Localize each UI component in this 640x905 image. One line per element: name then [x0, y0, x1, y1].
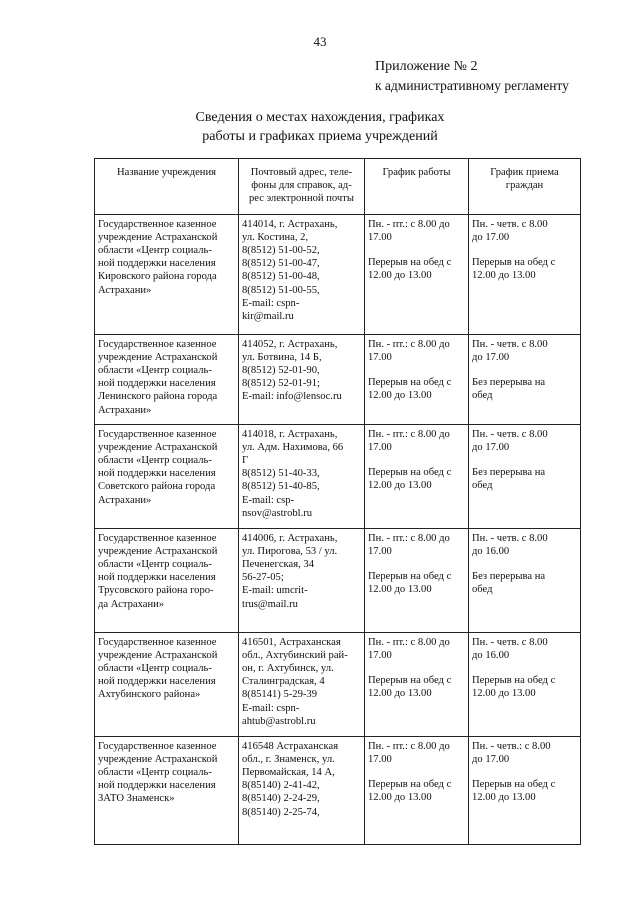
work-schedule-cell	[365, 214, 469, 334]
cell-line: Пн. - четв. с 8.00	[472, 428, 548, 440]
cell-line: обед	[472, 390, 493, 402]
header-line: рес электронной почты	[248, 193, 355, 205]
cell-line: 414018, г. Астрахань,	[242, 428, 338, 440]
cell-line: Астрахани»	[98, 494, 152, 506]
header-line: Почтовый адрес, теле-	[250, 167, 353, 178]
cell-line: 12.00 до 13.00	[472, 688, 536, 700]
cell-line: 8(8512) 52-01-91;	[242, 378, 320, 390]
cell-line: ной поддержки населения	[98, 676, 216, 688]
cell-line: Кировского района города	[98, 271, 217, 283]
header-line: График приема	[490, 167, 559, 178]
cell-line: учреждение Астраханской	[98, 441, 218, 453]
cell-line: учреждение Астраханской	[98, 231, 218, 243]
cell-line: ул. Костина, 2,	[242, 231, 309, 243]
cell-line: E-mail: csp-	[242, 494, 295, 506]
cell-line: ной поддержки населения	[98, 572, 216, 584]
cell-line: Ленинского района города	[98, 391, 218, 403]
appendix-header	[375, 57, 569, 95]
cell-line: 12.00 до 13.00	[472, 270, 536, 282]
header-line: График работы	[382, 167, 451, 178]
reception-schedule-cell	[469, 632, 581, 736]
cell-line: ahtub@astrobl.ru	[242, 715, 316, 727]
institutions-table	[94, 158, 581, 845]
cell-line: 8(8512) 51-00-48,	[242, 271, 320, 283]
document-heading	[0, 108, 640, 146]
cell-line: до 17.00	[472, 441, 510, 453]
cell-line: ной поддержки населения	[98, 258, 216, 270]
cell-line: Пн. - пт.: с 8.00 до	[368, 338, 450, 350]
cell-line: 12.00 до 13.00	[368, 480, 432, 492]
cell-line: nsov@astrobl.ru	[242, 507, 313, 519]
cell-line: 12.00 до 13.00	[472, 792, 536, 804]
cell-line: ной поддержки населения	[98, 378, 216, 390]
cell-line: 414014, г. Астрахань,	[242, 218, 338, 230]
institution-name-cell	[95, 528, 239, 632]
cell-line: Пн. - четв. с 8.00	[472, 338, 548, 350]
cell-line: Государственное казенное	[98, 428, 217, 440]
address-contacts-cell	[239, 736, 365, 844]
cell-line: обед	[472, 584, 493, 596]
cell-line: области «Центр социаль-	[98, 455, 212, 467]
cell-line: Государственное казенное	[98, 636, 217, 648]
table-row	[95, 736, 581, 844]
cell-line: E-mail: umcrit-	[242, 585, 308, 597]
cell-line: 8(8512) 51-00-47,	[242, 258, 320, 270]
cell-line: kir@mail.ru	[242, 311, 294, 323]
cell-line: Пн. - четв. с 8.00	[472, 636, 548, 648]
cell-line: 12.00 до 13.00	[368, 390, 432, 402]
cell-line: Без перерыва на	[472, 377, 546, 389]
work-schedule-cell	[365, 632, 469, 736]
cell-line: Пн. - четв. с 8.00	[472, 532, 548, 544]
cell-line: 12.00 до 13.00	[368, 792, 432, 804]
cell-line: Первомайская, 14 А,	[242, 767, 335, 779]
institution-name-cell	[95, 214, 239, 334]
cell-line: 8(85140) 2-25-74,	[242, 806, 320, 818]
reception-schedule-cell	[469, 424, 581, 528]
cell-line: Советского района города	[98, 481, 216, 493]
cell-line: 17.00	[368, 351, 392, 363]
cell-line: области «Центр социаль-	[98, 245, 212, 257]
cell-line: 8(8512) 51-40-33,	[242, 468, 320, 480]
cell-line: Пн. - пт.: с 8.00 до	[368, 740, 450, 752]
cell-line: Г	[242, 455, 249, 467]
reception-schedule-cell	[469, 214, 581, 334]
appendix-title: Приложение № 2	[375, 59, 478, 74]
cell-line: Перерыв на обед с	[368, 571, 452, 583]
cell-line: области «Центр социаль-	[98, 365, 212, 377]
cell-line: до 17.00	[472, 753, 510, 765]
cell-line: Перерыв на обед с	[368, 675, 452, 687]
cell-line: 8(8512) 51-00-52,	[242, 245, 320, 257]
cell-line: он, г. Ахтубинск, ул.	[242, 663, 334, 675]
page-number: 43	[313, 34, 327, 49]
cell-line: 17.00	[368, 441, 392, 453]
cell-line: Трусовского района горо-	[98, 585, 214, 597]
work-schedule-cell	[365, 528, 469, 632]
cell-line: 8(85140) 2-41-42,	[242, 780, 320, 792]
cell-line: Пн. - четв. с 8.00	[472, 218, 548, 230]
cell-line: 8(85141) 5-29-39	[242, 689, 318, 701]
heading-line-1: Сведения о местах нахождения, графиках	[195, 110, 445, 125]
table-row	[95, 334, 581, 424]
table-row	[95, 528, 581, 632]
address-contacts-cell	[239, 632, 365, 736]
cell-line: 8(8512) 51-00-55,	[242, 284, 320, 296]
cell-line: до 17.00	[472, 351, 510, 363]
cell-line: trus@mail.ru	[242, 598, 298, 610]
table-body	[95, 214, 581, 844]
table-header-row	[95, 159, 581, 215]
cell-line: 416501, Астраханская	[242, 636, 341, 648]
cell-line: 416548 Астраханская	[242, 740, 339, 752]
cell-line: ул. Ботвина, 14 Б,	[242, 351, 322, 363]
cell-line: 414006, г. Астрахань,	[242, 532, 338, 544]
cell-line: Перерыв на обед с	[472, 675, 556, 687]
institution-name-cell	[95, 424, 239, 528]
cell-line: области «Центр социаль-	[98, 559, 212, 571]
cell-line: ной поддержки населения	[98, 468, 216, 480]
cell-line: ул. Пирогова, 53 / ул.	[242, 545, 338, 557]
heading-line-2: работы и графиках приема учреждений	[202, 129, 438, 144]
cell-line: учреждение Астраханской	[98, 753, 218, 765]
header-line: Название учреждения	[116, 167, 217, 178]
cell-line: Государственное казенное	[98, 740, 217, 752]
cell-line: до 16.00	[472, 545, 510, 557]
cell-line: обл., г. Знаменск, ул.	[242, 753, 335, 765]
cell-line: до 17.00	[472, 231, 510, 243]
address-contacts-cell	[239, 334, 365, 424]
work-schedule-cell	[365, 736, 469, 844]
reception-schedule-cell	[469, 736, 581, 844]
cell-line: Астрахани»	[98, 404, 152, 416]
address-contacts-cell	[239, 528, 365, 632]
cell-line: 17.00	[368, 231, 392, 243]
institution-name-cell	[95, 736, 239, 844]
table-row	[95, 214, 581, 334]
cell-line: учреждение Астраханской	[98, 545, 218, 557]
cell-line: E-mail: info@lensoc.ru	[242, 391, 342, 403]
address-contacts-cell	[239, 424, 365, 528]
cell-line: Перерыв на обед с	[368, 467, 452, 479]
header-line: фоны для справок, ад-	[251, 180, 352, 192]
cell-line: области «Центр социаль-	[98, 767, 212, 779]
cell-line: 8(8512) 52-01-90,	[242, 365, 320, 377]
cell-line: ул. Адм. Нахимова, 66	[242, 441, 344, 453]
header-cell	[469, 159, 581, 215]
cell-line: Перерыв на обед с	[472, 257, 556, 269]
table-row	[95, 424, 581, 528]
cell-line: Пн. - пт.: с 8.00 до	[368, 636, 450, 648]
cell-line: ной поддержки населения	[98, 780, 216, 792]
cell-line: Перерыв на обед с	[472, 779, 556, 791]
cell-line: E-mail: cspn-	[242, 702, 300, 714]
work-schedule-cell	[365, 424, 469, 528]
cell-line: 17.00	[368, 545, 392, 557]
address-contacts-cell	[239, 214, 365, 334]
institution-name-cell	[95, 334, 239, 424]
table-row	[95, 632, 581, 736]
cell-line: Перерыв на обед с	[368, 779, 452, 791]
cell-line: 12.00 до 13.00	[368, 270, 432, 282]
header-line: граждан	[505, 180, 544, 192]
cell-line: Государственное казенное	[98, 218, 217, 230]
reception-schedule-cell	[469, 528, 581, 632]
cell-line: Астрахани»	[98, 284, 152, 296]
cell-line: 17.00	[368, 649, 392, 661]
cell-line: Государственное казенное	[98, 532, 217, 544]
cell-line: 8(85140) 2-24-29,	[242, 793, 320, 805]
cell-line: Государственное казенное	[98, 338, 217, 350]
cell-line: Перерыв на обед с	[368, 257, 452, 269]
cell-line: Перерыв на обед с	[368, 377, 452, 389]
cell-line: Пн. - пт.: с 8.00 до	[368, 218, 450, 230]
header-cell	[365, 159, 469, 215]
cell-line: Печенегская, 34	[242, 559, 314, 571]
cell-line: области «Центр социаль-	[98, 663, 212, 675]
cell-line: да Астрахани»	[98, 598, 165, 610]
cell-line: 12.00 до 13.00	[368, 584, 432, 596]
cell-line: учреждение Астраханской	[98, 649, 218, 661]
cell-line: Без перерыва на	[472, 467, 546, 479]
institution-name-cell	[95, 632, 239, 736]
cell-line: до 16.00	[472, 649, 510, 661]
cell-line: Сталинградская, 4	[242, 676, 325, 688]
cell-line: 8(8512) 51-40-85,	[242, 481, 320, 493]
cell-line: Ахтубинского района»	[98, 689, 201, 701]
cell-line: Пн. - пт.: с 8.00 до	[368, 428, 450, 440]
cell-line: обл., Ахтубинский рай-	[242, 649, 348, 661]
appendix-subtitle: к административному регламенту	[375, 78, 569, 93]
cell-line: Пн. - четв.: с 8.00	[472, 740, 551, 752]
work-schedule-cell	[365, 334, 469, 424]
cell-line: 17.00	[368, 753, 392, 765]
reception-schedule-cell	[469, 334, 581, 424]
cell-line: учреждение Астраханской	[98, 351, 218, 363]
cell-line: обед	[472, 480, 493, 492]
cell-line: 56-27-05;	[242, 572, 284, 584]
cell-line: E-mail: cspn-	[242, 297, 300, 309]
header-cell	[239, 159, 365, 215]
header-cell	[95, 159, 239, 215]
cell-line: 414052, г. Астрахань,	[242, 338, 338, 350]
cell-line: Без перерыва на	[472, 571, 546, 583]
cell-line: Пн. - пт.: с 8.00 до	[368, 532, 450, 544]
cell-line: 12.00 до 13.00	[368, 688, 432, 700]
cell-line: ЗАТО Знаменск»	[98, 793, 175, 805]
